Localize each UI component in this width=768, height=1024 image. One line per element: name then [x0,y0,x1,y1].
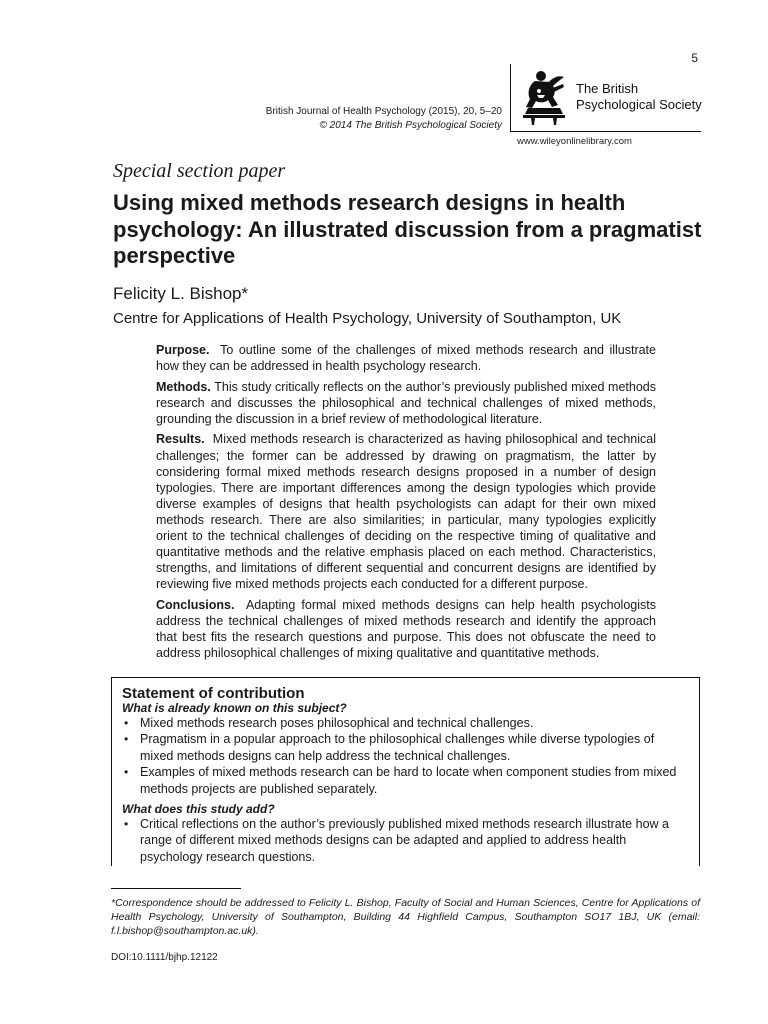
footnote-divider [111,888,241,889]
abstract-purpose-text: To outline some of the challenges of mixed methods research and illustrate how they can be addressed in health psychology research. [156,343,656,374]
paper-title: Using mixed methods research designs in health psychology: An illustrated discussion from a pragmatist perspective [113,190,702,268]
publisher-name-line1: The British [576,81,639,96]
adds-subheading: What does this study add? [122,802,275,817]
list-item: • Examples of mixed methods research can be hard to locate when component studies from mixed methods projects are published separately. [122,764,689,797]
journal-citation-block [200,105,502,133]
abstract-results-label: Results. [156,432,205,447]
list-item: • Critical reflections on the author’s previously published mixed methods research illustrate how a range of different mixed methods designs can be adapted and applied to address health psychology research questions. [122,816,689,865]
publisher-name [576,81,702,113]
journal-copyright: © 2014 The British Psychological Society [319,120,502,131]
list-item: • Mixed methods research poses philosophical and technical challenges. [122,715,689,731]
header-divider-horizontal [510,131,701,132]
publisher-name-line2: Psychological Society [576,97,702,112]
abstract-methods-label: Methods. [156,379,211,394]
known-subheading: What is already known on this subject? [122,701,347,715]
section-label: Special section paper [113,160,286,182]
abstract [156,342,656,666]
page-number: 5 [691,51,698,65]
author-affiliation: Centre for Applications of Health Psychology, University of Southampton, UK [113,310,622,327]
abstract-methods [156,379,656,427]
header-divider-vertical [510,64,511,131]
abstract-conclusions [156,597,656,661]
abstract-conclusions-label: Conclusions. [156,597,235,612]
statement-of-contribution-box [111,677,700,866]
abstract-methods-text: This study critically reflects on the author’s previously published mixed methods research and discusses the philosophical and technical challenges of mixed methods, grounding the discussion in a brief review of methodological literature. [156,379,656,426]
abstract-purpose-label: Purpose. [156,343,210,357]
correspondence-footnote: *Correspondence should be addressed to Felicity L. Bishop, Faculty of Social and Human Sciences, Centre for Applications of Health Psychology, University of Southampton, Building 44 Highfield Campus, Southampton SO17 1BJ, UK (email: f.l.bishop@southampton.ac.uk). [111,897,700,937]
publisher-website-link[interactable]: www.wileyonlinelibrary.com [517,136,632,147]
abstract-results [156,431,656,592]
abstract-results-text: Mixed methods research is characterized as having philosophical and technical challenges; the former can be addressed by drawing on pragmatism, the latter by considering formal mixed methods research designs proposed in a number of design typologies. There are important differences among the design typologies which provide diverse examples of designs that health psychologists can adapt for their own mixed methods research. There are also similarities; in particular, many typologies explicitly orient to the technical challenges of deciding on the respective timing of qualitative and quantitative methods and the relative emphasis placed on each method. Characteristics, strengths, and limitations of different sequential and concurrent designs are identified by reviewing five mixed methods projects each conducted for a different purpose. [156,432,656,592]
known-list [122,715,689,797]
contribution-heading: Statement of contribution [122,685,305,702]
society-emblem-icon [519,67,569,126]
abstract-conclusions-text: Adapting formal mixed methods designs can help health psychologists address the technical challenges of mixed methods research and identify the approach that best fits the research questions and purpose. This does not obfuscate the need to address philosophical challenges of mixing qualitative and quantitative methods. [156,597,656,661]
adds-list [122,816,689,865]
author-name: Felicity L. Bishop* [113,284,249,303]
journal-citation: British Journal of Health Psychology (2015), 20, 5–20 [265,106,502,117]
abstract-purpose [156,342,656,374]
list-item: • Pragmatism in a popular approach to the philosophical challenges while diverse typologies of mixed methods designs can help address the technical challenges. [122,731,689,764]
doi: DOI:10.1111/bjhp.12122 [111,952,218,963]
